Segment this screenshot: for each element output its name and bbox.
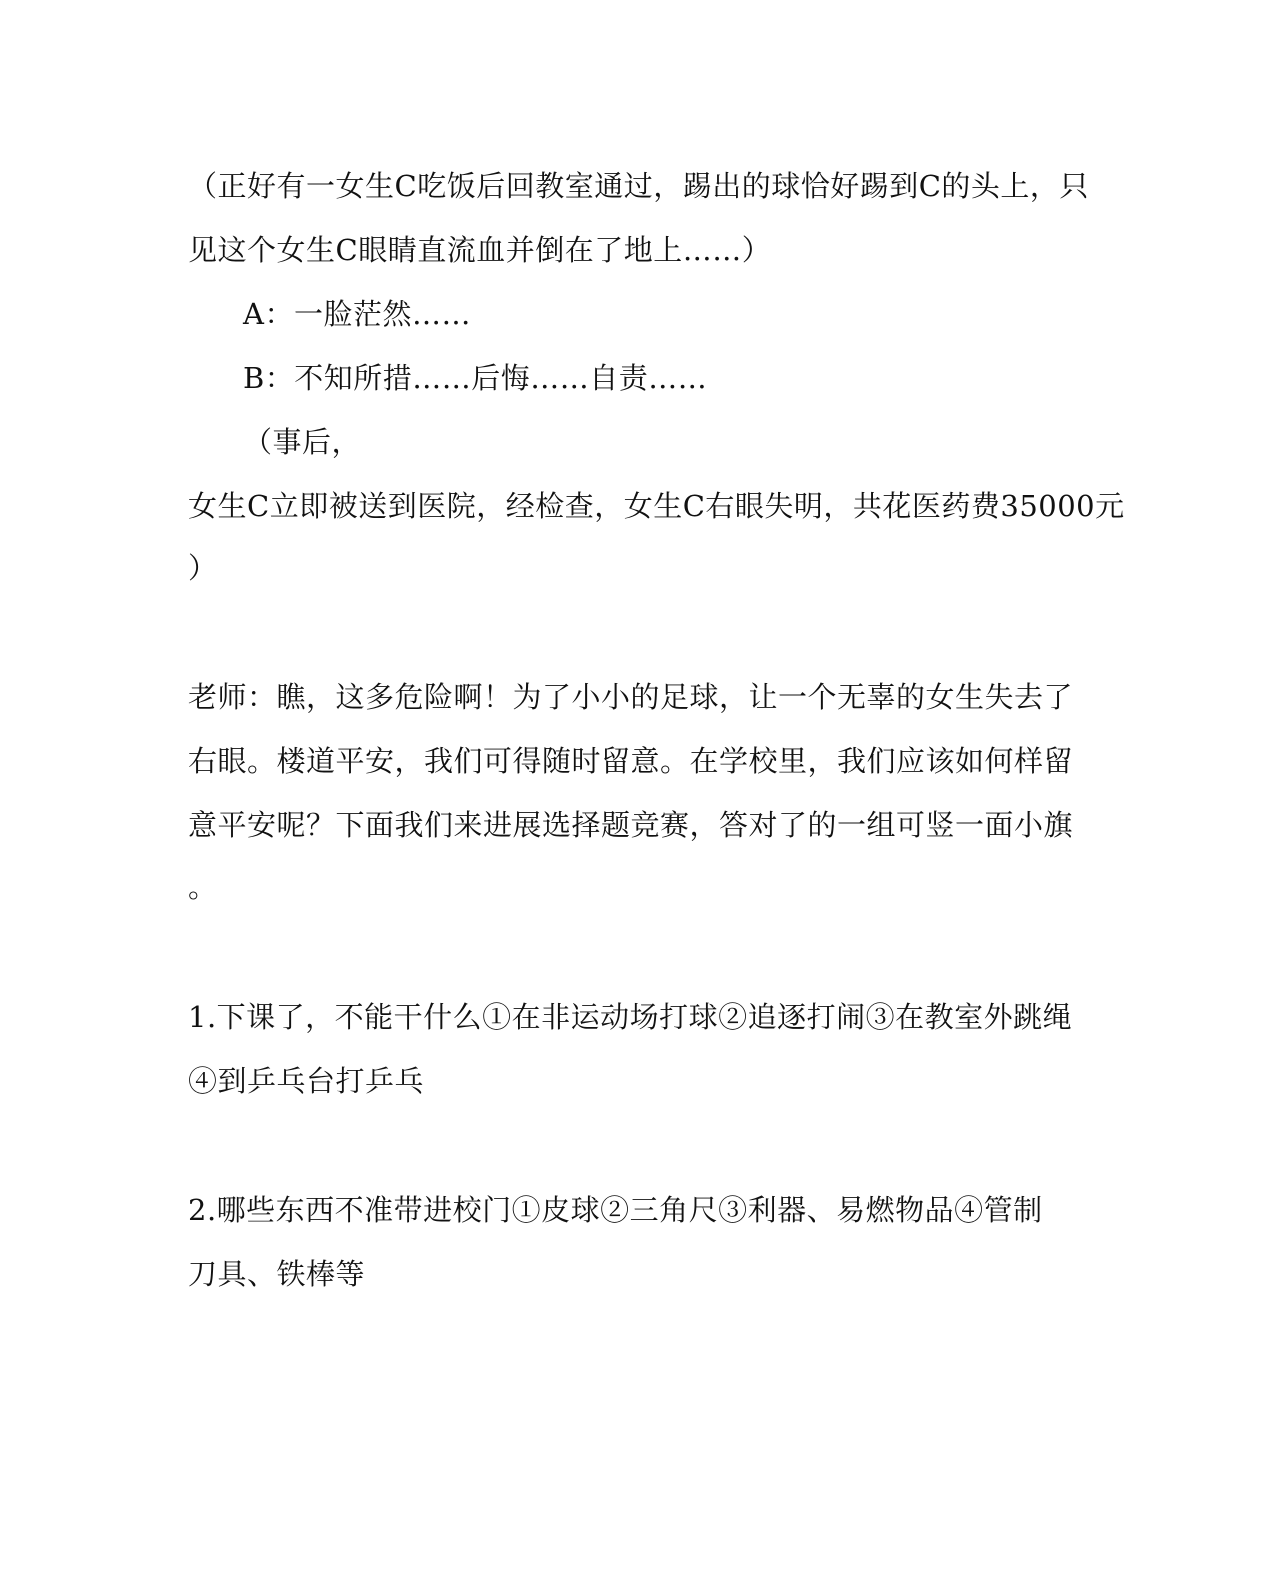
scene-line-1: （正好有一女生C吃饭后回教室通过，踢出的球恰好踢到C的头上，只: [188, 169, 1089, 203]
question-1-line-1: 1.下课了，不能干什么①在非运动场打球②追逐打闹③在教室外跳绳: [188, 1000, 1073, 1034]
dialogue-a: A：一脸茫然……: [243, 297, 471, 331]
question-1-line-2: ④到乒乓台打乒乓: [188, 1064, 425, 1098]
teacher-line-1: 老师：瞧，这多危险啊！为了小小的足球，让一个无辜的女生失去了: [188, 680, 1074, 714]
teacher-line-2: 右眼。楼道平安，我们可得随时留意。在学校里，我们应该如何样留: [188, 744, 1074, 778]
teacher-line-3: 意平安呢？下面我们来进展选择题竞赛，答对了的一组可竖一面小旗: [188, 808, 1074, 842]
question-2-line-2: 刀具、铁棒等: [188, 1257, 366, 1291]
scene-line-2: 见这个女生C眼睛直流血并倒在了地上……）: [188, 233, 772, 267]
teacher-line-4: 。: [188, 870, 218, 904]
dialogue-b: B：不知所措……后悔……自责……: [243, 361, 708, 395]
question-2-line-1: 2.哪些东西不准带进校门①皮球②三角尺③利器、易燃物品④管制: [188, 1193, 1043, 1227]
aftermath-line-3: ）: [188, 551, 218, 585]
aftermath-line-2: 女生C立即被送到医院，经检查，女生C右眼失明，共花医药费35000元: [188, 489, 1125, 523]
aftermath-line-1: （事后，: [243, 425, 362, 459]
